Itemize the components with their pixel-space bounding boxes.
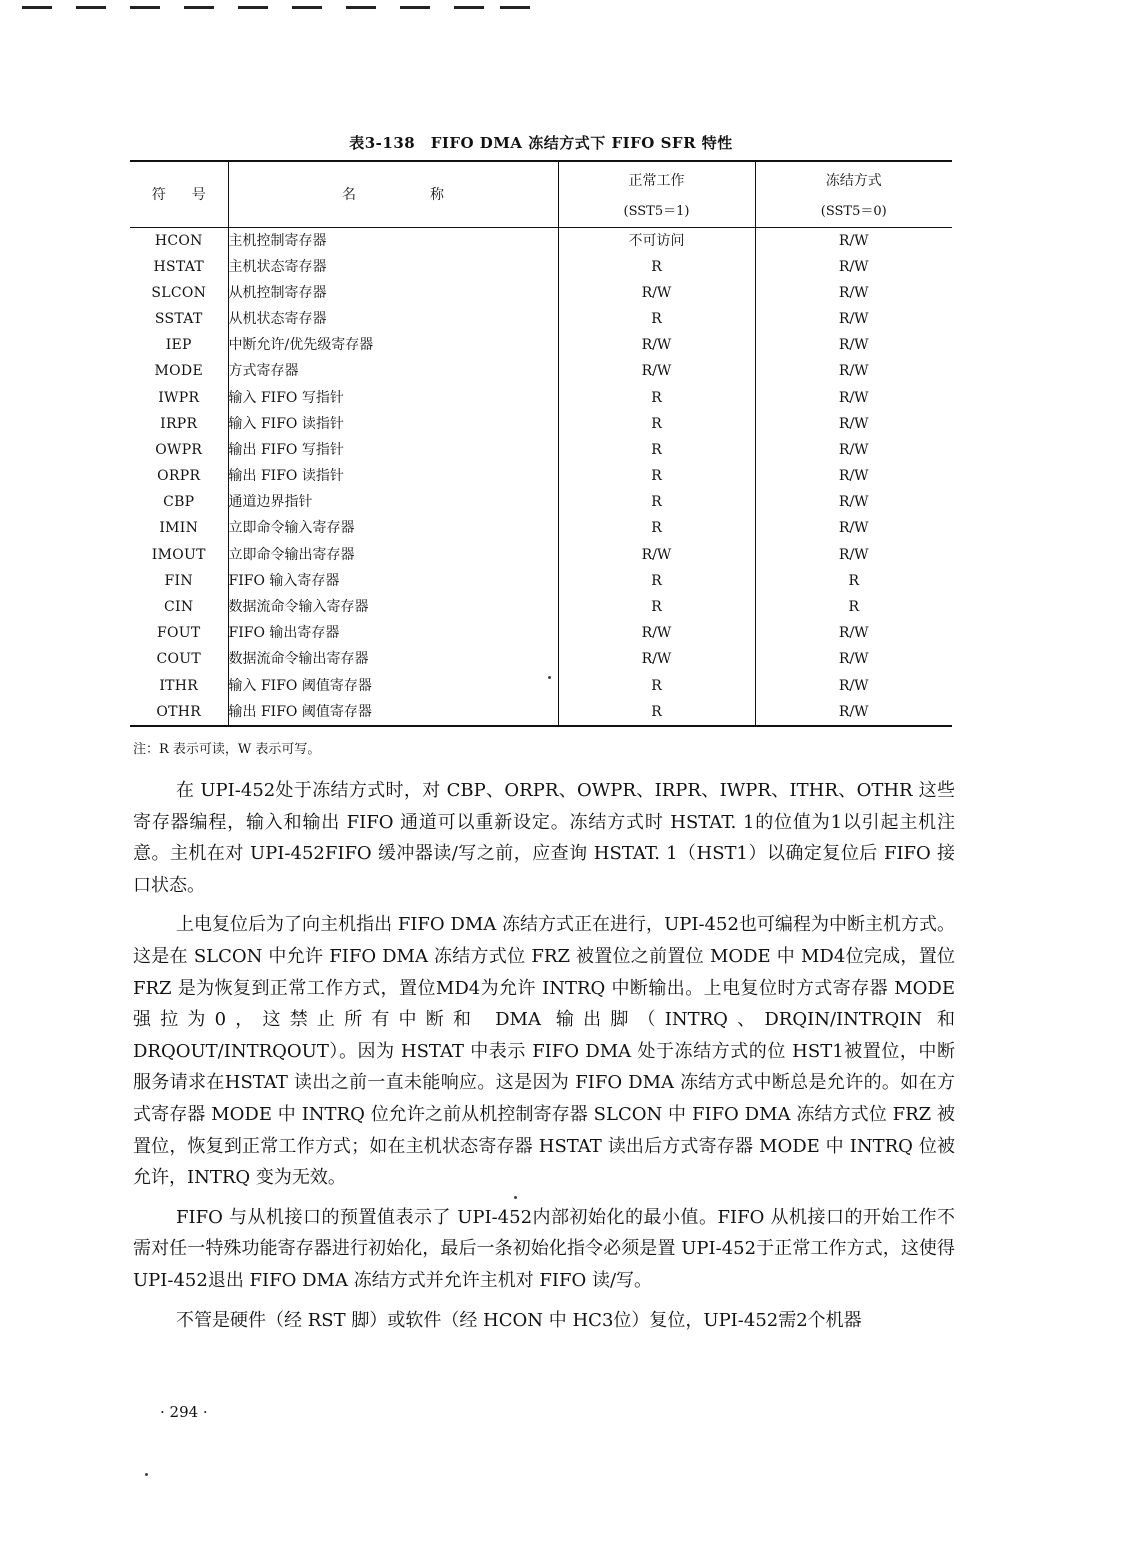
- table-note: 注：R 表示可读，W 表示可写。: [133, 742, 321, 757]
- cell-freeze-access: R: [755, 594, 952, 620]
- paragraph: 上电复位后为了向主机指出 FIFO DMA 冻结方式正在进行，UPI-452也可编程为中断主机方式。这是在 SLCON 中允许 FIFO DMA 冻结方式位 FRZ 被置位之前置位 MODE 中 MD4位完成，置位 FRZ 是为恢复到正常工作方式，置位MD4为允许 INTRQ 中断输出。上电复位时方式寄存器 MODE 强拉为0，这禁止所有中断和 DMA 输出脚（INTRQ、DRQIN/INTRQIN 和 DRQOUT/INTRQOUT）。因为 HSTAT 中表示 FIFO DMA 处于冻结方式的位 HST1被置位，中断服务请求在HSTAT 读出之前一直未能响应。这是因为 FIFO DMA 冻结方式中断总是允许的。如在方式寄存器 MODE 中 INTRQ 位允许之前从机控制寄存器 SLCON 中 FIFO DMA 冻结方式位 FRZ 被置位，恢复到正常工作方式；如在主机状态寄存器 HSTAT 读出后方式寄存器 MODE 中 INTRQ 位被允许，INTRQ 变为无效。: [133, 914, 955, 1189]
- scan-speck: [548, 676, 551, 679]
- table-row: [130, 699, 952, 726]
- cell-normal-access: R: [558, 254, 755, 280]
- cell-name: 输出 FIFO 阈值寄存器: [228, 699, 558, 726]
- cell-normal-access: R: [558, 673, 755, 699]
- cell-symbol: OWPR: [155, 441, 203, 458]
- table-row: [130, 673, 952, 699]
- cell-symbol: CIN: [164, 599, 194, 616]
- cell-name: 输入 FIFO 写指针: [228, 384, 558, 410]
- cell-symbol: HSTAT: [153, 258, 205, 275]
- cell-name: 主机状态寄存器: [228, 254, 558, 280]
- cell-normal-access: R/W: [558, 620, 755, 646]
- cell-name: 立即命令输入寄存器: [228, 515, 558, 541]
- cell-normal-access: R: [558, 489, 755, 515]
- cell-freeze-access: R/W: [755, 254, 952, 280]
- cell-symbol: SSTAT: [154, 310, 203, 327]
- cell-name: 方式寄存器: [228, 358, 558, 384]
- cell-symbol: IEP: [165, 337, 192, 354]
- cell-freeze-access: R/W: [755, 515, 952, 541]
- cell-freeze-access: R/W: [755, 699, 952, 726]
- cell-freeze-access: R/W: [755, 646, 952, 672]
- cell-freeze-access: R/W: [755, 673, 952, 699]
- cell-name: 输入 FIFO 读指针: [228, 411, 558, 437]
- cell-name: FIFO 输入寄存器: [228, 568, 558, 594]
- cell-freeze-access: R/W: [755, 437, 952, 463]
- cell-freeze-access: R/W: [755, 280, 952, 306]
- cell-normal-access: R: [558, 568, 755, 594]
- table-row: [130, 568, 952, 594]
- cell-freeze-access: R/W: [755, 384, 952, 410]
- cell-freeze-access: R/W: [755, 463, 952, 489]
- table-row: [130, 254, 952, 280]
- body-text: [133, 775, 955, 1344]
- paragraph: 在 UPI-452处于冻结方式时，对 CBP、ORPR、OWPR、IRPR、IWPR、ITHR、OTHR 这些寄存器编程，输入和输出 FIFO 通道可以重新设定。冻结方式时 HSTAT. 1的位值为1以引起主机注意。主机在对 UPI-452FIFO 缓冲器读/写之前，应查询 HSTAT. 1（HST1）以确定复位后 FIFO 接口状态。: [133, 780, 955, 896]
- cell-freeze-access: R/W: [755, 542, 952, 568]
- table-row: [130, 463, 952, 489]
- cell-freeze-access: R/W: [755, 358, 952, 384]
- cell-normal-access: 不可访问: [558, 227, 755, 254]
- cell-symbol: ORPR: [157, 468, 201, 485]
- cell-symbol: CBP: [163, 494, 195, 511]
- cell-symbol: MODE: [154, 363, 203, 380]
- cell-symbol: IMOUT: [151, 546, 206, 563]
- cell-symbol: FOUT: [156, 625, 201, 642]
- cell-name: 主机控制寄存器: [228, 227, 558, 254]
- cell-freeze-access: R/W: [755, 227, 952, 254]
- header-dash-rule: [22, 6, 542, 10]
- cell-name: 输出 FIFO 写指针: [228, 437, 558, 463]
- cell-symbol: ITHR: [159, 677, 199, 694]
- cell-normal-access: R/W: [558, 542, 755, 568]
- cell-normal-access: R/W: [558, 646, 755, 672]
- cell-symbol: COUT: [156, 651, 202, 668]
- cell-name: 中断允许/优先级寄存器: [228, 332, 558, 358]
- cell-symbol: OTHR: [156, 703, 202, 720]
- cell-name: FIFO 输出寄存器: [228, 620, 558, 646]
- scan-speck: [145, 1473, 148, 1476]
- cell-name: 数据流命令输出寄存器: [228, 646, 558, 672]
- table-header-row: [130, 161, 952, 227]
- table-row: [130, 646, 952, 672]
- header-freeze-mode: 冻结方式 (SST5＝0): [755, 161, 952, 227]
- header-normal-mode: 正常工作 (SST5＝1): [558, 161, 755, 227]
- table-row: [130, 411, 952, 437]
- cell-normal-access: R: [558, 594, 755, 620]
- cell-freeze-access: R/W: [755, 489, 952, 515]
- cell-name: 数据流命令输入寄存器: [228, 594, 558, 620]
- table-row: [130, 384, 952, 410]
- table-row: [130, 227, 952, 254]
- cell-symbol: IWPR: [158, 389, 200, 406]
- table-row: [130, 437, 952, 463]
- cell-symbol: HCON: [154, 232, 203, 249]
- cell-normal-access: R: [558, 699, 755, 726]
- cell-symbol: FIN: [164, 572, 193, 589]
- cell-freeze-access: R/W: [755, 306, 952, 332]
- cell-normal-access: R/W: [558, 358, 755, 384]
- cell-freeze-access: R/W: [755, 411, 952, 437]
- cell-name: 立即命令输出寄存器: [228, 542, 558, 568]
- cell-symbol: IRPR: [160, 415, 198, 432]
- header-symbol: 符 号: [151, 187, 206, 204]
- cell-normal-access: R/W: [558, 332, 755, 358]
- scan-speck: [514, 1196, 517, 1199]
- cell-normal-access: R/W: [558, 280, 755, 306]
- table-row: [130, 542, 952, 568]
- table-row: [130, 280, 952, 306]
- header-name: 名 称: [228, 161, 558, 227]
- table-row: [130, 620, 952, 646]
- cell-freeze-access: R/W: [755, 620, 952, 646]
- cell-normal-access: R: [558, 411, 755, 437]
- table-row: [130, 515, 952, 541]
- table-row: [130, 332, 952, 358]
- cell-normal-access: R: [558, 463, 755, 489]
- table-row: [130, 358, 952, 384]
- cell-symbol: SLCON: [151, 284, 207, 301]
- page-number: · 294 ·: [160, 1403, 208, 1421]
- cell-freeze-access: R: [755, 568, 952, 594]
- cell-name: 输入 FIFO 阈值寄存器: [228, 673, 558, 699]
- cell-normal-access: R: [558, 437, 755, 463]
- table-row: [130, 306, 952, 332]
- cell-name: 从机控制寄存器: [228, 280, 558, 306]
- table-caption: 表3-138 FIFO DMA 冻结方式下 FIFO SFR 特性: [349, 134, 733, 152]
- sfr-table: [130, 160, 952, 727]
- cell-normal-access: R: [558, 384, 755, 410]
- cell-name: 输出 FIFO 读指针: [228, 463, 558, 489]
- table-row: [130, 489, 952, 515]
- paragraph: FIFO 与从机接口的预置值表示了 UPI-452内部初始化的最小值。FIFO 从机接口的开始工作不需对任一特殊功能寄存器进行初始化，最后一条初始化指令必须是置 UPI-452于正常工作方式，这使得 UPI-452退出 FIFO DMA 冻结方式并允许主机对 FIFO 读/写。: [133, 1206, 955, 1291]
- cell-normal-access: R: [558, 306, 755, 332]
- cell-name: 通道边界指针: [228, 489, 558, 515]
- cell-symbol: IMIN: [159, 520, 199, 537]
- cell-name: 从机状态寄存器: [228, 306, 558, 332]
- paragraph: 不管是硬件（经 RST 脚）或软件（经 HCON 中 HC3位）复位，UPI-452需2个机器: [176, 1309, 862, 1331]
- table-row: [130, 594, 952, 620]
- cell-normal-access: R: [558, 515, 755, 541]
- cell-freeze-access: R/W: [755, 332, 952, 358]
